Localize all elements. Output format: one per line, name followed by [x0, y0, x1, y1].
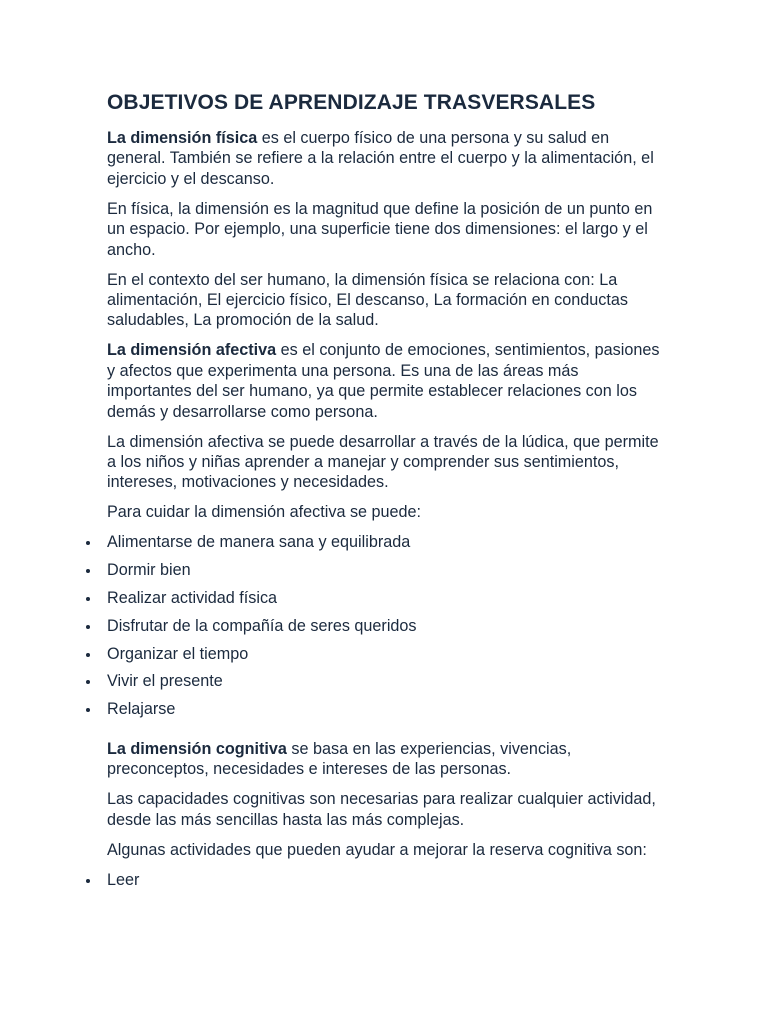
document-title: OBJETIVOS DE APRENDIZAJE TRASVERSALES: [107, 91, 596, 114]
paragraph-affective-dimension: [107, 340, 667, 422]
bold-term-affective: La dimensión afectiva: [107, 341, 277, 360]
paragraph-text: es el cuerpo físico de una persona y su salud en general. También se refiere a la relación entre el cuerpo y la alimentación, el ejercicio y el descanso.: [107, 129, 654, 188]
list-item: [107, 616, 667, 644]
paragraph-affective-development: La dimensión afectiva se puede desarrollar a través de la lúdica, que permite a los niños y niñas aprender a manejar y comprender sus sentimientos, intereses, motivaciones y necesidades.: [107, 432, 659, 492]
list-item: [107, 644, 667, 672]
list-item: [107, 560, 667, 588]
paragraph-text: se basa en las experiencias, vivencias, preconceptos, necesidades e intereses de las personas.: [107, 740, 572, 779]
bullet-icon: [86, 653, 90, 657]
list-item-label: Disfrutar de la compañía de seres queridos: [107, 616, 417, 635]
bullet-icon: [86, 708, 90, 712]
bullet-icon: [86, 569, 90, 573]
list-item-label: Organizar el tiempo: [107, 644, 249, 663]
list-item-label: Relajarse: [107, 700, 176, 719]
list-item-label: Leer: [107, 870, 140, 889]
bullet-icon: [86, 541, 90, 545]
list-item-label: Alimentarse de manera sana y equilibrada: [107, 533, 411, 552]
bullet-icon: [86, 879, 90, 883]
list-item: [107, 870, 667, 898]
list-item: [107, 671, 667, 699]
list-item: [107, 588, 667, 616]
paragraph-cognitive-capacities: Las capacidades cognitivas son necesarias para realizar cualquier actividad, desde las más sencillas hasta las más complejas.: [107, 790, 656, 829]
bullet-icon: [86, 625, 90, 629]
paragraph-human-context: En el contexto del ser humano, la dimensión física se relaciona con: La alimentación, El ejercicio físico, El descanso, La formación en conductas saludables, La promoción de la salud.: [107, 270, 628, 330]
bullet-icon: [86, 680, 90, 684]
paragraph-text: es el conjunto de emociones, sentimientos, pasiones y afectos que experimenta una persona. Es una de las áreas más importantes del ser humano, ya que permite establecer relaciones con los demás y desarrollarse como persona.: [107, 341, 660, 421]
list-item-label: Dormir bien: [107, 561, 191, 580]
paragraph-affective-care-intro: Para cuidar la dimensión afectiva se puede:: [107, 503, 422, 522]
paragraph-cognitive-activities-intro: Algunas actividades que pueden ayudar a mejorar la reserva cognitiva son:: [107, 840, 647, 859]
paragraph-physics-definition: En física, la dimensión es la magnitud que define la posición de un punto en un espacio. Por ejemplo, una superficie tiene dos dimensiones: el largo y el ancho.: [107, 199, 653, 259]
paragraph-cognitive-dimension: [107, 739, 667, 780]
spacer: [107, 727, 667, 739]
list-item: [107, 532, 667, 560]
bold-term-cognitive: La dimensión cognitiva: [107, 740, 287, 759]
affective-care-list: [107, 532, 667, 727]
bullet-icon: [86, 597, 90, 601]
paragraph-physical-dimension: [107, 128, 667, 189]
document-body: [107, 128, 667, 898]
list-item-label: Realizar actividad física: [107, 589, 278, 608]
cognitive-activities-list: [107, 870, 667, 898]
list-item: [107, 699, 667, 727]
bold-term-physical: La dimensión física: [107, 129, 258, 147]
list-item-label: Vivir el presente: [107, 672, 223, 691]
